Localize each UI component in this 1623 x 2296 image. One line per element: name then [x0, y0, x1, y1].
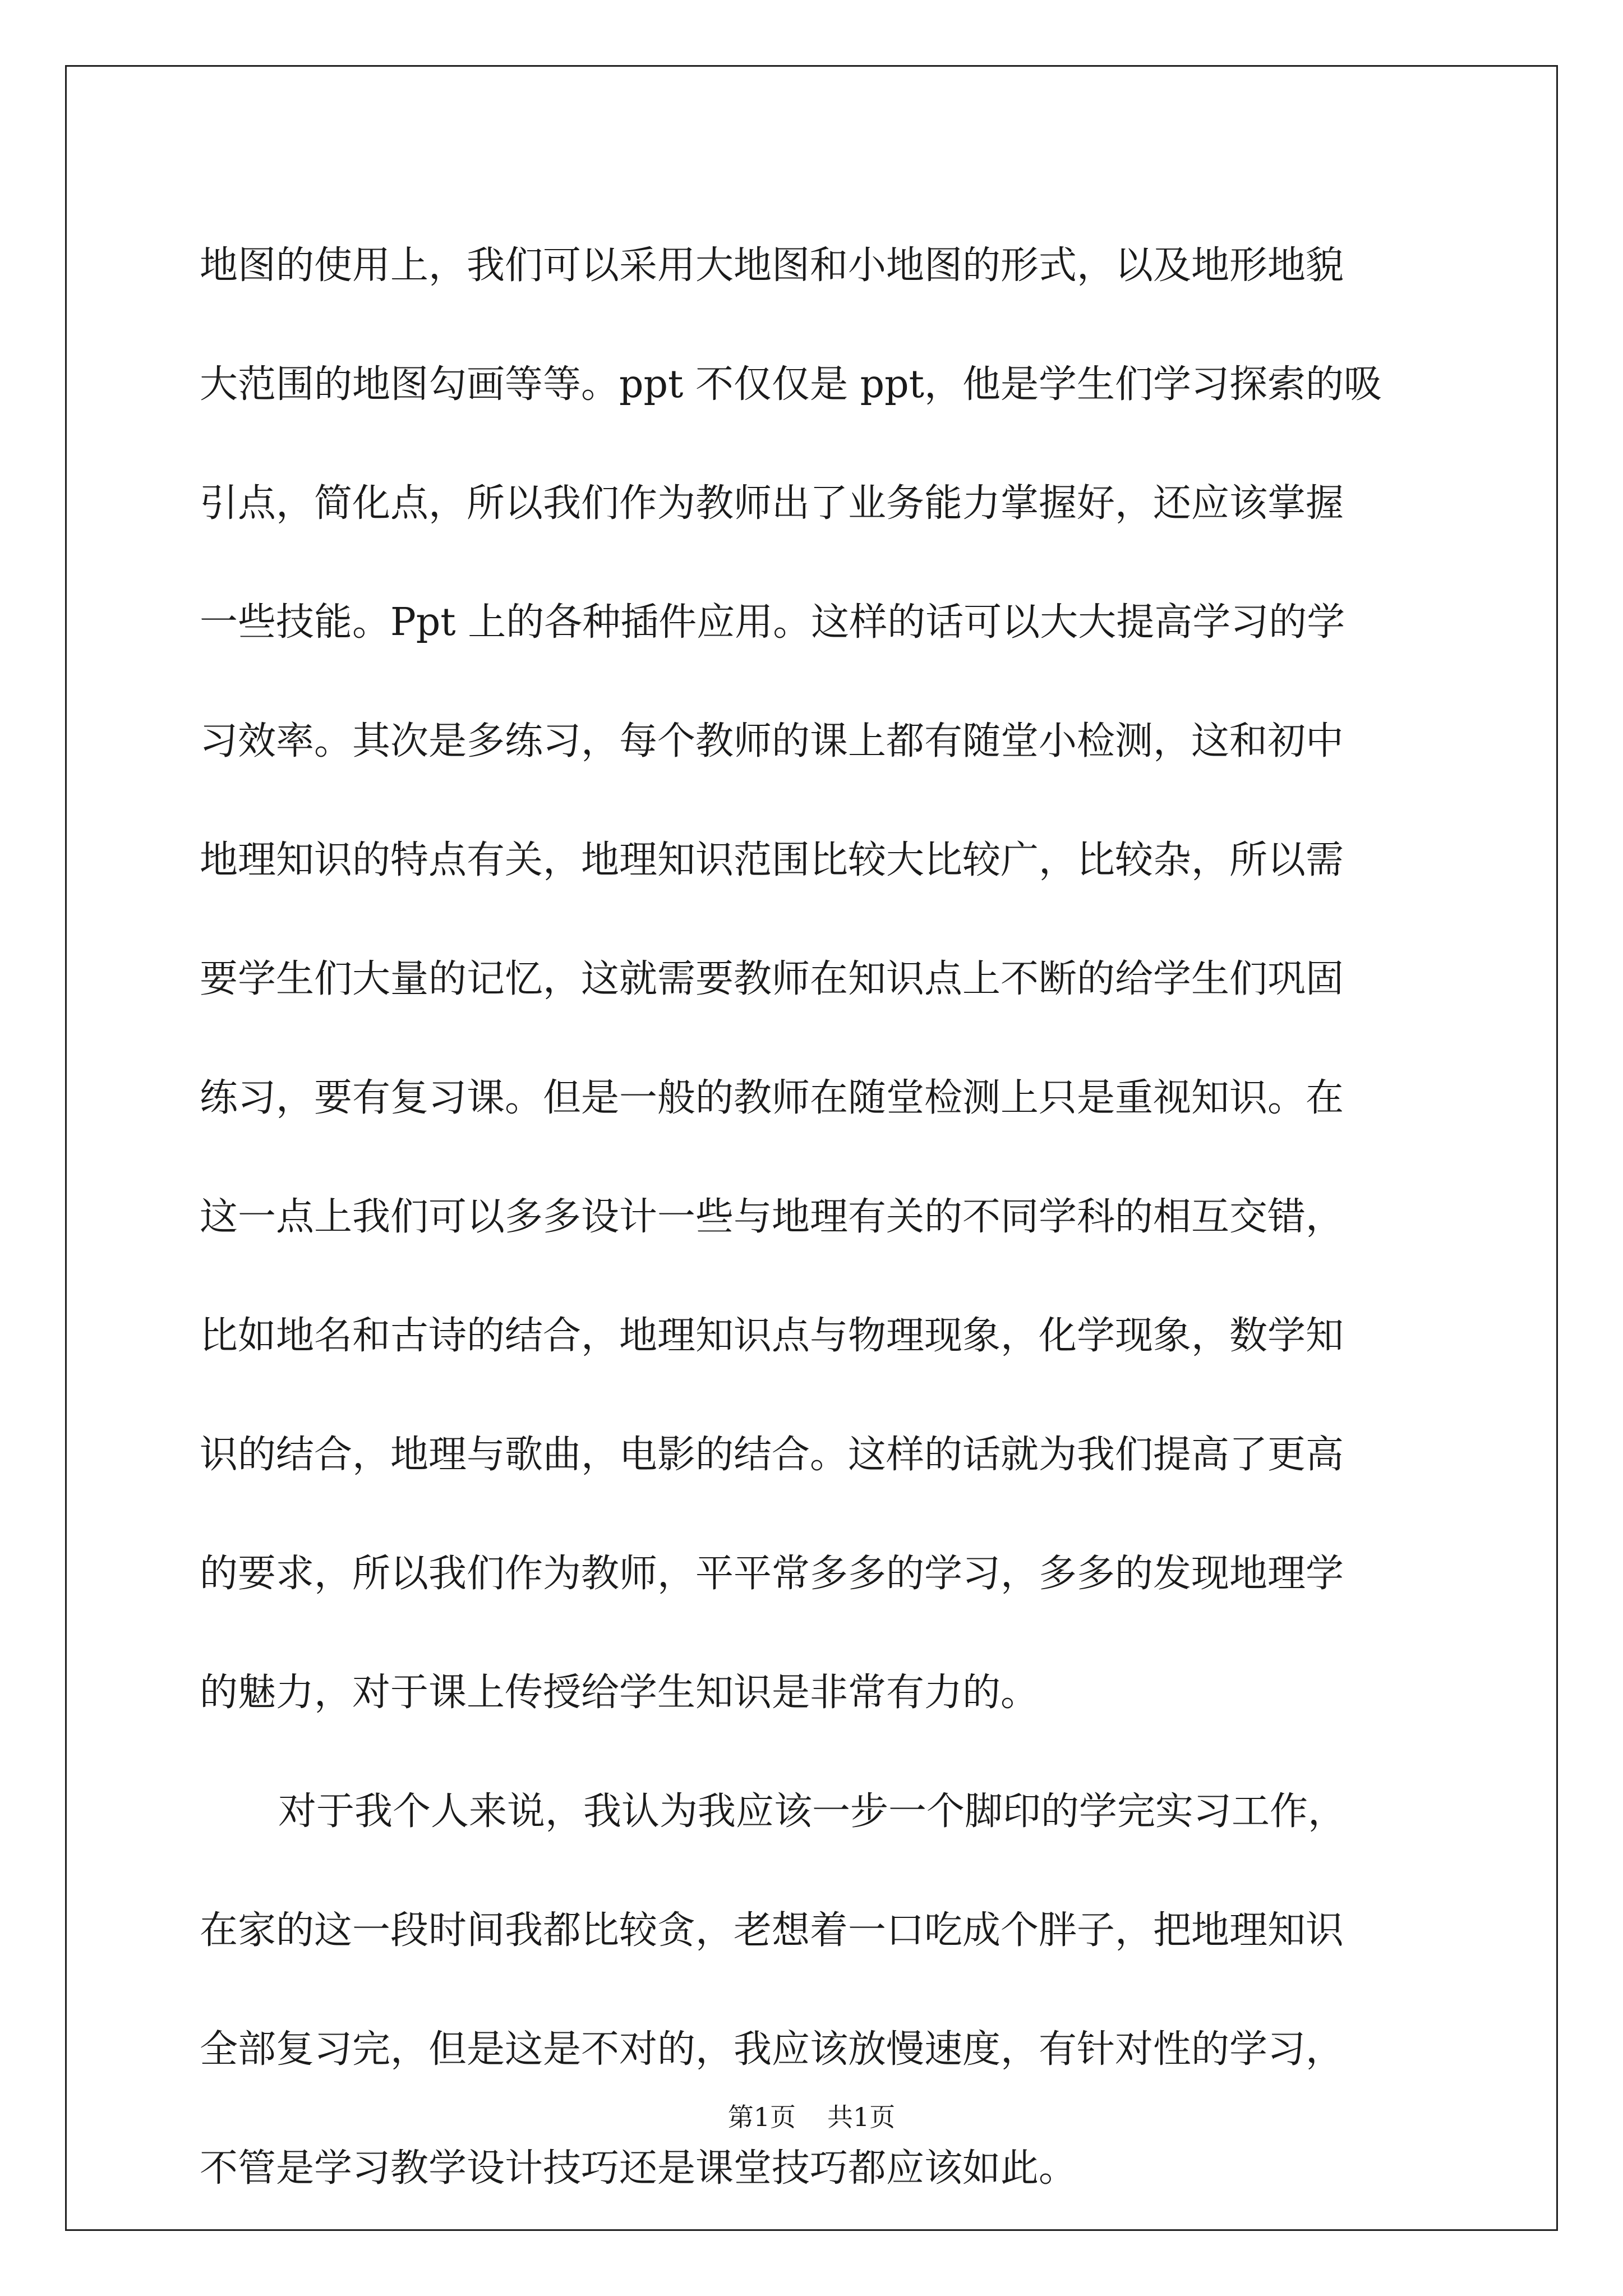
- page-footer: [0, 2100, 1623, 2134]
- paragraph-1-line-11: 识的结合，地理与歌曲，电影的结合。这样的话就为我们提高了更高: [200, 1433, 1344, 1477]
- paragraph-2-line-4: 不管是学习教学设计技巧还是课堂技巧都应该如此。: [200, 2146, 1077, 2191]
- page-number-total: 共1页: [827, 2102, 896, 2132]
- paragraph-1-line-9: 这一点上我们可以多多设计一些与地理有关的不同学科的相互交错，: [200, 1195, 1344, 1239]
- paragraph-1-line-7: 要学生们大量的记忆，这就需要教师在知识点上不断的给学生们巩固: [200, 957, 1344, 1001]
- paragraph-1-line-2: 大范围的地图勾画等等。ppt 不仅仅是 ppt，他是学生们学习探索的吸: [200, 362, 1382, 407]
- paragraph-1-line-5: 习效率。其次是多练习，每个教师的课上都有随堂小检测，这和初中: [200, 719, 1344, 763]
- document-body: [200, 206, 1433, 2228]
- paragraph-1-line-3: 引点，简化点，所以我们作为教师出了业务能力掌握好，还应该掌握: [200, 481, 1344, 526]
- paragraph-1-line-13: 的魅力，对于课上传授给学生知识是非常有力的。: [200, 1671, 1039, 1715]
- paragraph-1-line-8: 练习，要有复习课。但是一般的教师在随堂检测上只是重视知识。在: [200, 1076, 1344, 1120]
- paragraph-2-line-1: 对于我个人来说，我认为我应该一步一个脚印的学完实习工作，: [278, 1789, 1347, 1834]
- paragraph-2-line-3: 全部复习完，但是这是不对的，我应该放慢速度，有针对性的学习，: [200, 2027, 1344, 2072]
- paragraph-1-line-6: 地理知识的特点有关，地理知识范围比较大比较广，比较杂，所以需: [200, 838, 1344, 882]
- paragraph-1-line-4: 一些技能。Ppt 上的各种插件应用。这样的话可以大大提高学习的学: [200, 600, 1345, 645]
- paragraph-1-line-10: 比如地名和古诗的结合，地理知识点与物理现象，化学现象，数学知: [200, 1314, 1344, 1358]
- paragraph-2-line-2: 在家的这一段时间我都比较贪，老想着一口吃成个胖子，把地理知识: [200, 1908, 1344, 1953]
- paragraph-1-line-12: 的要求，所以我们作为教师，平平常多多的学习，多多的发现地理学: [200, 1552, 1344, 1596]
- page-number-current: 第1页: [727, 2102, 796, 2132]
- paragraph-1-line-1: 地图的使用上，我们可以采用大地图和小地图的形式，以及地形地貌: [200, 243, 1344, 288]
